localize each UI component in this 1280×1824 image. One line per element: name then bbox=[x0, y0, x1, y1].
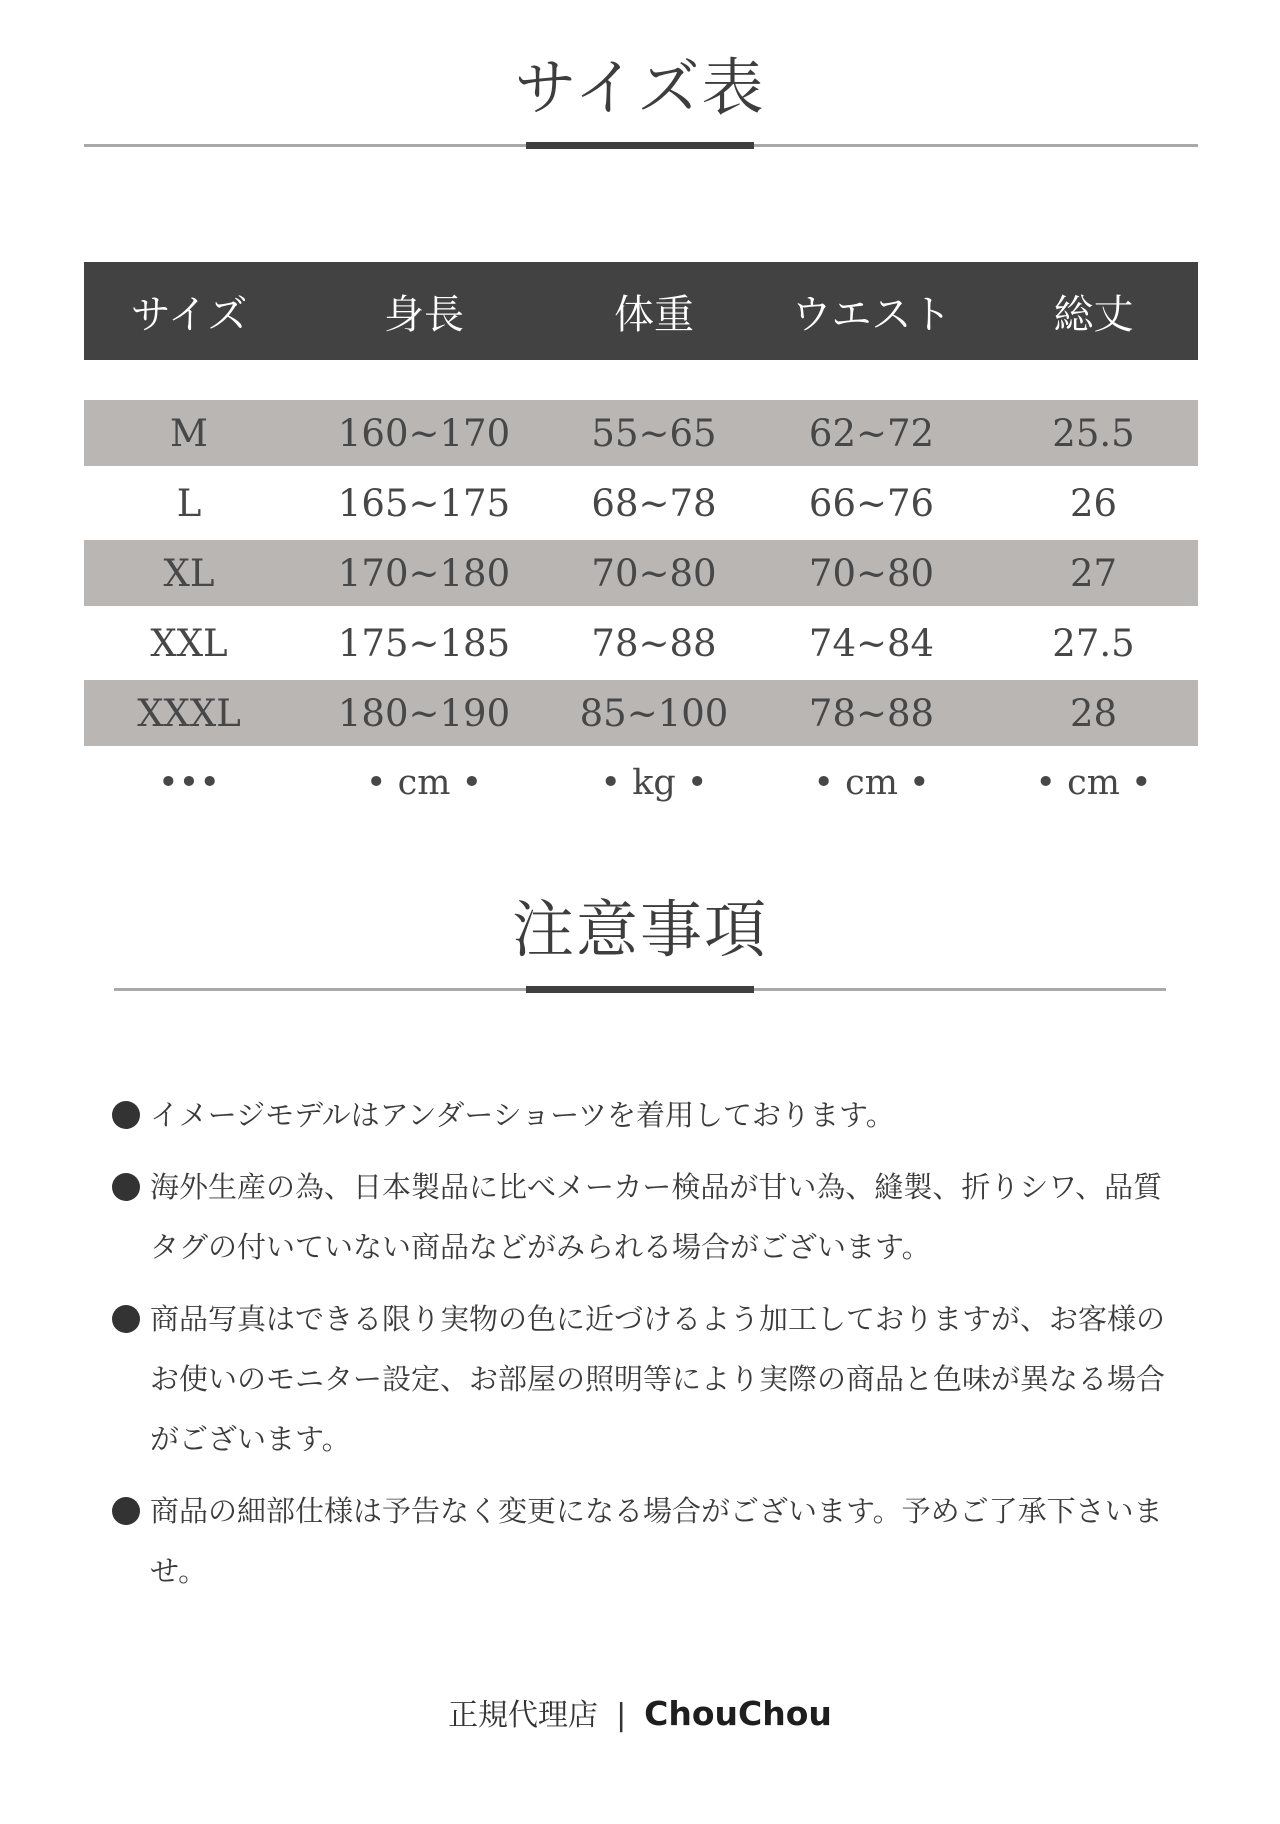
header-waist: ウエスト bbox=[791, 291, 952, 338]
unit-length: • cm • bbox=[1035, 763, 1152, 803]
units-row bbox=[84, 750, 1198, 816]
bullet-icon bbox=[112, 1305, 140, 1333]
header-size: サイズ bbox=[130, 291, 248, 338]
footer-separator: | bbox=[616, 1698, 627, 1733]
list-item bbox=[112, 1085, 1182, 1145]
cell-height: 180~190 bbox=[337, 691, 511, 735]
cell-weight: 70~80 bbox=[591, 551, 717, 595]
header-weight: 体重 bbox=[614, 291, 694, 338]
cell-size: XXXL bbox=[137, 691, 241, 735]
note-text: イメージモデルはアンダーショーツを着用しております。 bbox=[150, 1098, 895, 1132]
unit-weight: • kg • bbox=[600, 763, 708, 803]
table-row bbox=[84, 400, 1198, 466]
cell-height: 165~175 bbox=[337, 481, 511, 525]
size-table bbox=[84, 262, 1198, 816]
unit-waist: • cm • bbox=[813, 763, 930, 803]
cell-size: L bbox=[176, 481, 202, 525]
cell-weight: 55~65 bbox=[591, 411, 717, 455]
bullet-icon bbox=[112, 1101, 140, 1129]
header-height: 身長 bbox=[384, 291, 464, 338]
cell-height: 175~185 bbox=[337, 621, 511, 665]
cell-length: 27.5 bbox=[1052, 621, 1135, 665]
unit-size: ••• bbox=[158, 763, 220, 803]
cell-size: M bbox=[170, 411, 208, 455]
note-text: 商品写真はできる限り実物の色に近づけるよう加工しておりますが、お客様のお使いのモニター設定、お部屋の照明等により実際の商品と色味が異なる場合がございます。 bbox=[150, 1302, 1166, 1456]
notes-title: 注意事項 bbox=[511, 893, 768, 966]
cell-waist: 70~80 bbox=[808, 551, 935, 595]
notes-list bbox=[112, 1085, 1182, 1613]
table-row bbox=[84, 680, 1198, 746]
title-accent-bar bbox=[526, 142, 754, 149]
footer bbox=[0, 1690, 1280, 1734]
unit-height: • cm • bbox=[365, 763, 483, 803]
cell-length: 26 bbox=[1069, 481, 1118, 525]
cell-waist: 66~76 bbox=[808, 481, 935, 525]
footer-label: 正規代理店 bbox=[448, 1698, 599, 1733]
cell-length: 28 bbox=[1069, 691, 1118, 735]
bullet-icon bbox=[112, 1173, 140, 1201]
brand-name: ChouChou bbox=[644, 1694, 832, 1733]
notes-accent-bar bbox=[526, 986, 754, 993]
note-text: 商品の細部仕様は予告なく変更になる場合がございます。予めご了承下さいませ。 bbox=[150, 1494, 1163, 1588]
cell-length: 27 bbox=[1069, 551, 1118, 595]
cell-length: 25.5 bbox=[1052, 411, 1135, 455]
table-row bbox=[84, 470, 1198, 536]
cell-waist: 78~88 bbox=[808, 691, 935, 735]
list-item bbox=[112, 1481, 1182, 1601]
size-table-header bbox=[84, 262, 1198, 360]
cell-weight: 85~100 bbox=[579, 691, 729, 735]
header-length: 総丈 bbox=[1053, 291, 1134, 338]
cell-height: 170~180 bbox=[337, 551, 511, 595]
list-item bbox=[112, 1289, 1182, 1469]
cell-waist: 74~84 bbox=[808, 621, 935, 665]
table-row bbox=[84, 610, 1198, 676]
cell-size: XL bbox=[163, 551, 215, 595]
list-item bbox=[112, 1157, 1182, 1277]
cell-height: 160~170 bbox=[337, 411, 511, 455]
cell-waist: 62~72 bbox=[808, 411, 935, 455]
cell-size: XXL bbox=[150, 621, 228, 665]
cell-weight: 78~88 bbox=[591, 621, 717, 665]
size-chart-title: サイズ表 bbox=[514, 51, 766, 124]
bullet-icon bbox=[112, 1497, 140, 1525]
note-text: 海外生産の為、日本製品に比べメーカー検品が甘い為、縫製、折りシワ、品質タグの付いていない商品などがみられる場合がございます。 bbox=[150, 1170, 1163, 1264]
cell-weight: 68~78 bbox=[591, 481, 717, 525]
table-row bbox=[84, 540, 1198, 606]
